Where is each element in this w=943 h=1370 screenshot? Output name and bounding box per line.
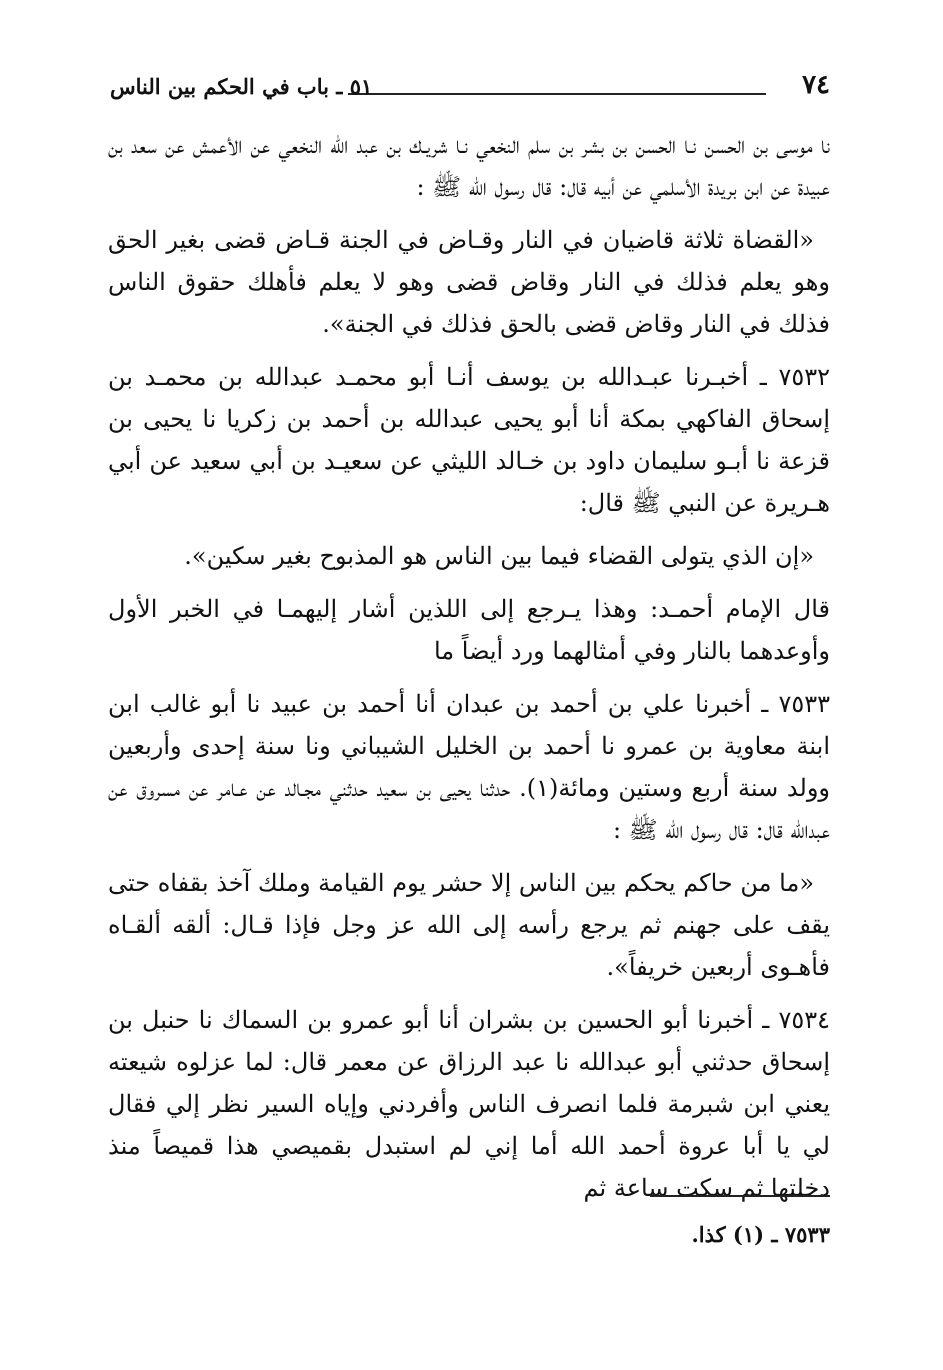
paragraph-7533: ٧٥٣٣ ـ أخبرنا علي بن أحمد بن عبدان أنا أحمد بن عبيد نا أبو غالب ابن ابنة معاوية بن عمرو نا أحمد بن الخليل الشيباني ونا سنة إحدى وأربعين وولد سنة أربع وستين ومائة(١). حدثنا يحيى بن سعيد حدثني مجـالد عن عـامر عن مسروق عن عبدالله قال: قال رسول الله ﷺ :	[108, 690, 830, 844]
footnote-rule	[650, 1195, 830, 1197]
paragraph-hadith-1: «القضاة ثلاثة قاضيان في النار وقـاض في الجنة قـاض قضى بغير الحق وهو يعلم فذلك في النار وقاض قضى وهو لا يعلم فأهلك حقوق الناس فذلك في النار وقاض قضى بالحق فذلك في الجنة».	[108, 226, 830, 338]
chapter-title: ٥١ ـ باب في الحكم بين الناس	[110, 74, 373, 99]
page-header	[110, 70, 830, 110]
page-body	[108, 124, 830, 1220]
paragraph-7534: ٧٥٣٤ ـ أخبرنا أبو الحسين بن بشران أنا أبو عمرو بن السماك نا حنبل بن إسحاق حدثني أبو عبدالله نا عبد الرزاق عن معمر قال: لما عزلوه شيعته يعني ابن شبرمة فلما انصرف الناس وأفردني وإياه السير نظر إلي فقال لي يا أبا عروة أحمد الله أما إني لم استبدل بقميصي هذا قميصاً منذ دخلتها ثم سكت ساعة ثم	[108, 1006, 830, 1202]
paragraph-hadith-3: «ما من حاكم يحكم بين الناس إلا حشر يوم القيامة وملك آخذ بقفاه حتى يقف على جهنم ثم يرجع رأسه إلى الله عز وجل فإذا قـال: ألقه ألقـاه فأهـوى أربعين خريفاً».	[108, 869, 830, 981]
paragraph-imam-ahmad-comment: قال الإمام أحمـد: وهذا يـرجع إلى اللذين أشار إليهمـا في الخبر الأول وأوعدهما بالنار وفي أمثالهما ورد أيضاً ما	[108, 595, 830, 665]
header-rule	[348, 93, 766, 95]
paragraph-hadith-2: «إن الذي يتولى القضاء فيما بين الناس هو المذبوح بغير سكين».	[184, 542, 814, 570]
paragraph-7532: ٧٥٣٢ ـ أخبـرنا عبـدالله بن يوسف أنـا أبو محمـد عبدالله بن محمـد بن إسحاق الفاكهي بمكة أنا أبو يحيى عبدالله بن أحمد بن زكريا نا يحيى بن قزعة نا أبـو سليمان داود بن خـالد الليثي عن سعيـد بن أبي سعيد عن أبي هـريرة عن النبي ﷺ قال:	[108, 363, 830, 517]
footnote: ٧٥٣٣ ـ (١) كذا.	[691, 1222, 830, 1247]
paragraph-isnad-1: نا موسى بن الحسن نـا الحسن بن بشر بن سلم النخعي نـا شريـك بن عبد الله النخعي عن الأعمش عن سعد بن عبيدة عن ابن بريدة الأسلمي عن أبيه قال: قال رسول الله ﷺ :	[108, 131, 830, 201]
page-number: ٧٤	[802, 70, 830, 100]
